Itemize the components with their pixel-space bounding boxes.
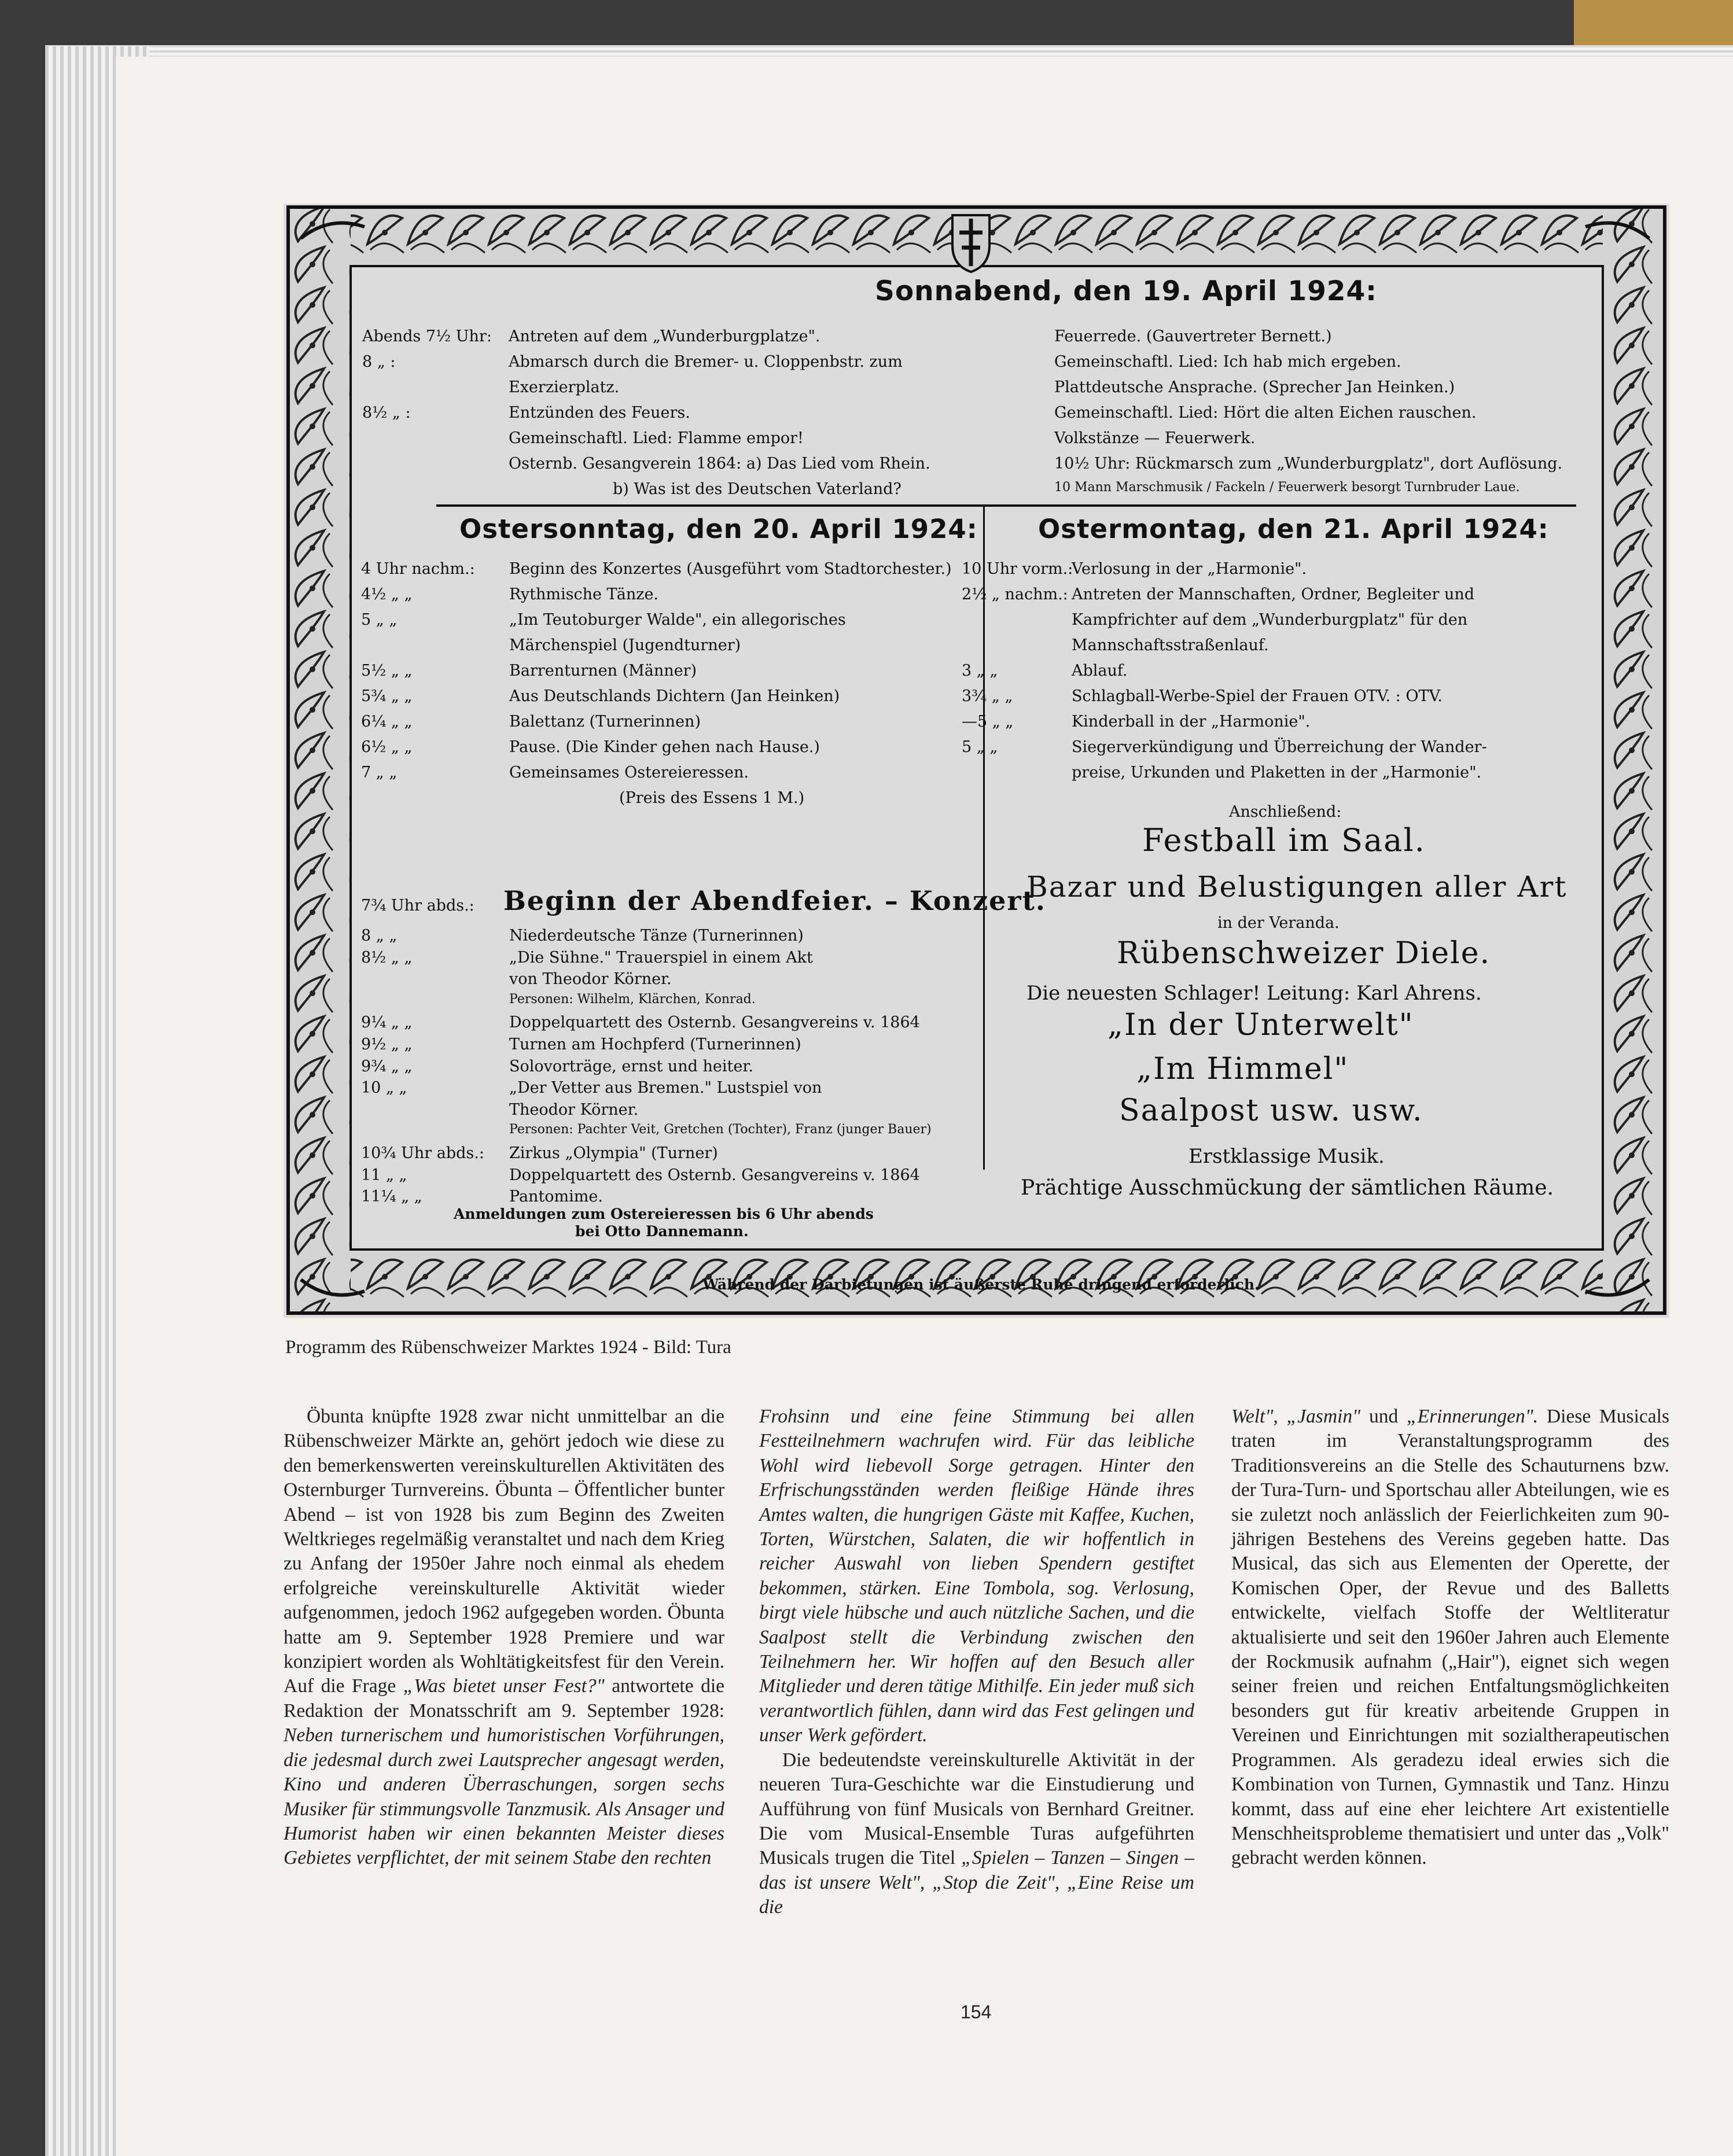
program-time: 6½ „ „ <box>361 738 413 756</box>
col1-lead: antwortete die Redaktion der Monatsschrift am 9. September 1928: <box>284 1675 725 1722</box>
evening-time: 7¾ Uhr abds.: <box>361 897 474 915</box>
tura-emblem-icon <box>949 211 993 274</box>
himmel-line: „Im Himmel" <box>1136 1052 1349 1086</box>
program-item: Kampfrichter auf dem „Wunderburgplatz" für den <box>1072 611 1468 629</box>
program-item: „Die Sühne." Trauerspiel in einem Akt <box>509 948 813 967</box>
program-time: 9½ „ „ <box>361 1035 413 1053</box>
program-item: Doppelquartett des Osternb. Gesangvereins v. 1864 <box>509 1013 920 1032</box>
program-time: 11¼ „ „ <box>361 1188 422 1206</box>
program-item: „Der Vetter aus Bremen." Lustspiel von <box>509 1079 822 1097</box>
figure-caption: Programm des Rübenschweizer Marktes 1924 - Bild: Tura <box>285 1337 731 1358</box>
program-time: 11 „ „ <box>361 1166 407 1184</box>
program-line: 10½ Uhr: Rückmarsch zum „Wunderburgplatz", dort Auflösung. <box>1054 455 1563 473</box>
program-time: 10 Uhr vorm.: <box>962 560 1073 578</box>
bazar-line: Bazar und Belustigungen aller Art <box>1026 870 1568 904</box>
book-cover-edge <box>1574 0 1733 52</box>
program-item: Rythmische Tänze. <box>509 585 659 603</box>
program-item: Osternb. Gesangverein 1864: a) Das Lied vom Rhein. <box>509 455 930 473</box>
col3-titles: Welt", „Jasmin" <box>1231 1406 1361 1427</box>
program-item: Schlagball-Werbe-Spiel der Frauen OTV. : OTV. <box>1072 687 1443 705</box>
program-time: 8 „ : <box>362 353 396 371</box>
col3-and: und <box>1368 1406 1399 1427</box>
program-item: (Preis des Essens 1 M.) <box>619 789 805 807</box>
col2-quote: Frohsinn und eine feine Stimmung bei allen Festteilnehmern wachrufen wird. Für das leibliche Wohl wird liebevoll Sorge getragen. Hinter den Erfrischungsständen werden fleißige Hände ihres Amtes walten, die hungrigen Gäste mit Kaffee, Kuchen, Torten, Würstchen, Salaten, die wir hoffentlich in reicher Auswahl von lieben Spendern gestiftet bekommen, stärken. Eine Tombola, sog. Verlosung, birgt viele hübsche und auch nützliche Sachen, und die Saalpost stellt die Verbindung zwischen den Teilnehmern her. Wir hoffen auf den Besuch aller Mitglieder und deren tätige Mithilfe. Ein jeder muß sich verantwortlich fühlen, dann wird das Fest gelingen und unser Werk gefördert. <box>759 1406 1194 1746</box>
program-time: 6¼ „ „ <box>361 713 413 731</box>
schlager-line: Die neuesten Schlager! Leitung: Karl Ahrens. <box>1026 982 1482 1005</box>
program-item: Personen: Wilhelm, Klärchen, Konrad. <box>509 992 756 1007</box>
program-item: Niederdeutsche Tänze (Turnerinnen) <box>509 927 804 945</box>
program-time: 7 „ „ <box>361 764 398 782</box>
program-item: Pause. (Die Kinder gehen nach Hause.) <box>509 738 820 756</box>
sunday-note: Anmeldungen zum Ostereieressen bis 6 Uhr abends <box>454 1206 874 1222</box>
text-column-3 <box>1231 1405 1669 1871</box>
program-item: Exerzierplatz. <box>509 378 620 396</box>
program-time: 4 Uhr nachm.: <box>361 560 475 578</box>
program-item: „Im Teutoburger Walde", ein allegorisches <box>509 611 846 629</box>
program-item: Entzünden des Feuers. <box>509 404 690 422</box>
program-line: Gemeinschaftl. Lied: Ich hab mich ergeben. <box>1054 353 1401 371</box>
col1-paragraph: Öbunta knüpfte 1928 zwar nicht unmittelbar an die Rübenschweizer Märkte an, gehört jedoch wie diese zu den bemerkenswerten vereinskulturellen Aktivitäten des Osternburger Turnvereins. Öbunta – Öffentlicher bunter Abend – ist von 1928 bis zum Beginn des Zweiten Weltkrieges regelmäßig veranstaltet und nach dem Krieg zu Anfang der 1950er Jahre noch einmal als ehedem erfolgreiche vereinskulturelle Aktivität wieder aufgenommen, jedoch 1962 aufgegeben worden. Öbunta hatte am 9. September 1928 Premiere und war konzipiert worden als Wohltätigkeitsfest für den Verein. Auf die Frage <box>284 1406 724 1697</box>
program-item: Verlosung in der „Harmonie". <box>1072 560 1307 578</box>
evening-title: Beginn der Abendfeier. – Konzert. <box>503 885 1046 916</box>
program-item: Doppelquartett des Osternb. Gesangvereins v. 1864 <box>509 1166 920 1184</box>
program-line: Feuerrede. (Gauvertreter Bernett.) <box>1054 327 1332 345</box>
program-line: Plattdeutsche Ansprache. (Sprecher Jan Heinken.) <box>1054 378 1455 396</box>
text-column-1 <box>284 1405 724 1871</box>
program-line: Gemeinschaftl. Lied: Hört die alten Eichen rauschen. <box>1054 404 1477 422</box>
text-column-2 <box>759 1405 1194 1920</box>
saalpost-line: Saalpost usw. usw. <box>1119 1093 1423 1128</box>
program-line: 10 Mann Marschmusik / Fackeln / Feuerwerk besorgt Turnbruder Laue. <box>1054 480 1520 495</box>
page-number: 154 <box>961 2002 992 2022</box>
program-item: b) Was ist des Deutschen Vaterland? <box>613 480 902 498</box>
col3-title: „Erinnerungen". <box>1407 1406 1539 1427</box>
program-item: Antreten auf dem „Wunderburgplatze". <box>509 327 820 345</box>
divider <box>436 504 1576 507</box>
ausschmueckung-line: Prächtige Ausschmückung der sämtlichen Räume. <box>1021 1176 1554 1200</box>
col2-paragraph: Die bedeutendste vereinskulturelle Aktivität in der neueren Tura-Geschichte war die Einstudierung und Aufführung von fünf Musicals von Bernhard Greitner. Die vom Musical-Ensemble Turas aufgeführten Musicals trugen die Titel <box>759 1749 1194 1869</box>
program-time: 4½ „ „ <box>361 585 413 603</box>
program-item: Märchenspiel (Jugendturner) <box>509 636 741 654</box>
program-item: Theodor Körner. <box>509 1100 639 1119</box>
col1-quote: Neben turnerischem und humoristischen Vorführungen, die jedesmal durch zwei Lautsprecher angesagt werden, Kino und anderen Überraschungen, sorgen sechs Musiker für stimmungsvolle Tanzmusik. Als Ansager und Humorist haben wir einen bekannten Meister dieses Gebietes verpflichtet, der mit seinem Stabe den rechten <box>284 1724 724 1869</box>
program-time: 8½ „ „ <box>361 948 413 967</box>
musik-line: Erstklassige Musik. <box>1189 1145 1385 1168</box>
program-item: Zirkus „Olympia" (Turner) <box>509 1144 718 1162</box>
program-item: Pantomime. <box>509 1188 603 1206</box>
program-item: Balettanz (Turnerinnen) <box>509 713 701 731</box>
program-line: Volkstänze — Feuerwerk. <box>1054 429 1256 447</box>
program-time: 3 „ „ <box>962 662 998 680</box>
program-time: 3¾ „ „ <box>962 687 1013 705</box>
program-time: —5 „ „ <box>962 713 1014 731</box>
program-item: Kinderball in der „Harmonie". <box>1072 713 1311 731</box>
program-time: 9¼ „ „ <box>361 1013 413 1032</box>
program-item: Barrenturnen (Männer) <box>509 662 697 680</box>
column-divider <box>983 504 985 1170</box>
program-item: Turnen am Hochpferd (Turnerinnen) <box>509 1035 801 1053</box>
program-item: von Theodor Körner. <box>509 970 672 989</box>
program-item: Solovorträge, ernst und heiter. <box>509 1057 753 1075</box>
program-time: 9¾ „ „ <box>361 1057 413 1075</box>
program-item: Gemeinsames Ostereieressen. <box>509 764 749 782</box>
program-item: Abmarsch durch die Bremer- u. Cloppenbstr. zum <box>509 353 903 371</box>
col3-paragraph: Diese Musicals traten im Veranstaltungsprogramm des Traditionsvereins an die Stelle des Schauturnens bzw. der Tura-Turn- und Sportschau aller Abteilungen, wie es sie zuletzt noch anlässlich der Feierlichkeiten zum 90-jährigen Bestehens des Vereins gegeben hatte. Das Musical, das sich aus Elementen der Operette, der Komischen Oper, der Revue und des Balletts entwickelte, vielfach Stoffe der Weltliteratur aktualisierte und seit den 1960er Jahren auch Elemente der Rockmusik aufnahm („Hair"), eignet sich wegen seiner freien und reichen Entfaltungsmöglichkeiten besonders gut für kreativ arbeitende Gruppen in Vereinen und Einrichtungen mit sozialtherapeutischen Programmen. Als geradezu ideal erwies sich die Kombination von Turnen, Gymnastik und Tanz. Hinzu kommt, dass auf eine eher leichtere Art existentielle Menschheitsprobleme thematisiert und unter das „Volk" gebracht werden können. <box>1231 1406 1669 1869</box>
veranda-line: in der Veranda. <box>1217 914 1340 932</box>
sunday-note-2: bei Otto Dannemann. <box>575 1223 749 1240</box>
program-time: 5 „ „ <box>962 738 998 756</box>
unterwelt-line: „In der Unterwelt" <box>1107 1008 1414 1042</box>
program-item: Ablauf. <box>1072 662 1128 680</box>
col1-question: „Was bietet unser Fest?" <box>403 1675 605 1697</box>
program-time: 10¾ Uhr abds.: <box>361 1144 484 1162</box>
diele-line: Rübenschweizer Diele. <box>1117 936 1491 971</box>
program-item: Antreten der Mannschaften, Ordner, Begleiter und <box>1072 585 1475 603</box>
program-time: 2½ „ nachm.: <box>962 585 1068 603</box>
saturday-heading: Sonnabend, den 19. April 1924: <box>875 275 1377 307</box>
program-time: 5½ „ „ <box>361 662 413 680</box>
sunday-heading: Ostersonntag, den 20. April 1924: <box>459 514 978 544</box>
monday-after: Anschließend: <box>1229 803 1342 821</box>
program-item: Siegerverkündigung und Überreichung der Wander- <box>1072 738 1487 756</box>
program-time: 10 „ „ <box>361 1079 407 1097</box>
program-item: Personen: Pachter Veit, Gretchen (Tochter), Franz (junger Bauer) <box>509 1122 932 1137</box>
program-time: 8½ „ : <box>362 404 411 422</box>
program-time: Abends 7½ Uhr: <box>362 327 492 345</box>
program-item: Beginn des Konzertes (Ausgeführt vom Stadtorchester.) <box>509 560 952 578</box>
program-time: 5 „ „ <box>361 611 398 629</box>
page-stack-top <box>45 45 1733 58</box>
monday-heading: Ostermontag, den 21. April 1924: <box>1038 514 1549 544</box>
program-time: 8 „ „ <box>361 927 398 945</box>
footer-line: Während der Darbietungen ist äußerste Ruhe dringend erforderlich. <box>702 1276 1260 1293</box>
program-item: preise, Urkunden und Plaketten in der „Harmonie". <box>1072 764 1482 782</box>
program-item: Gemeinschaftl. Lied: Flamme empor! <box>509 429 804 447</box>
program-time: 5¾ „ „ <box>361 687 413 705</box>
program-item: Aus Deutschlands Dichtern (Jan Heinken) <box>509 687 840 705</box>
program-poster <box>284 204 1669 1318</box>
festball-line: Festball im Saal. <box>1142 822 1426 858</box>
program-item: Mannschaftsstraßenlauf. <box>1072 636 1269 654</box>
program-text <box>355 273 1597 1293</box>
col2-titles: „Spielen – Tanzen – Singen – das ist unsere Welt", „Stop die Zeit", „Eine Reise um die <box>759 1847 1194 1918</box>
